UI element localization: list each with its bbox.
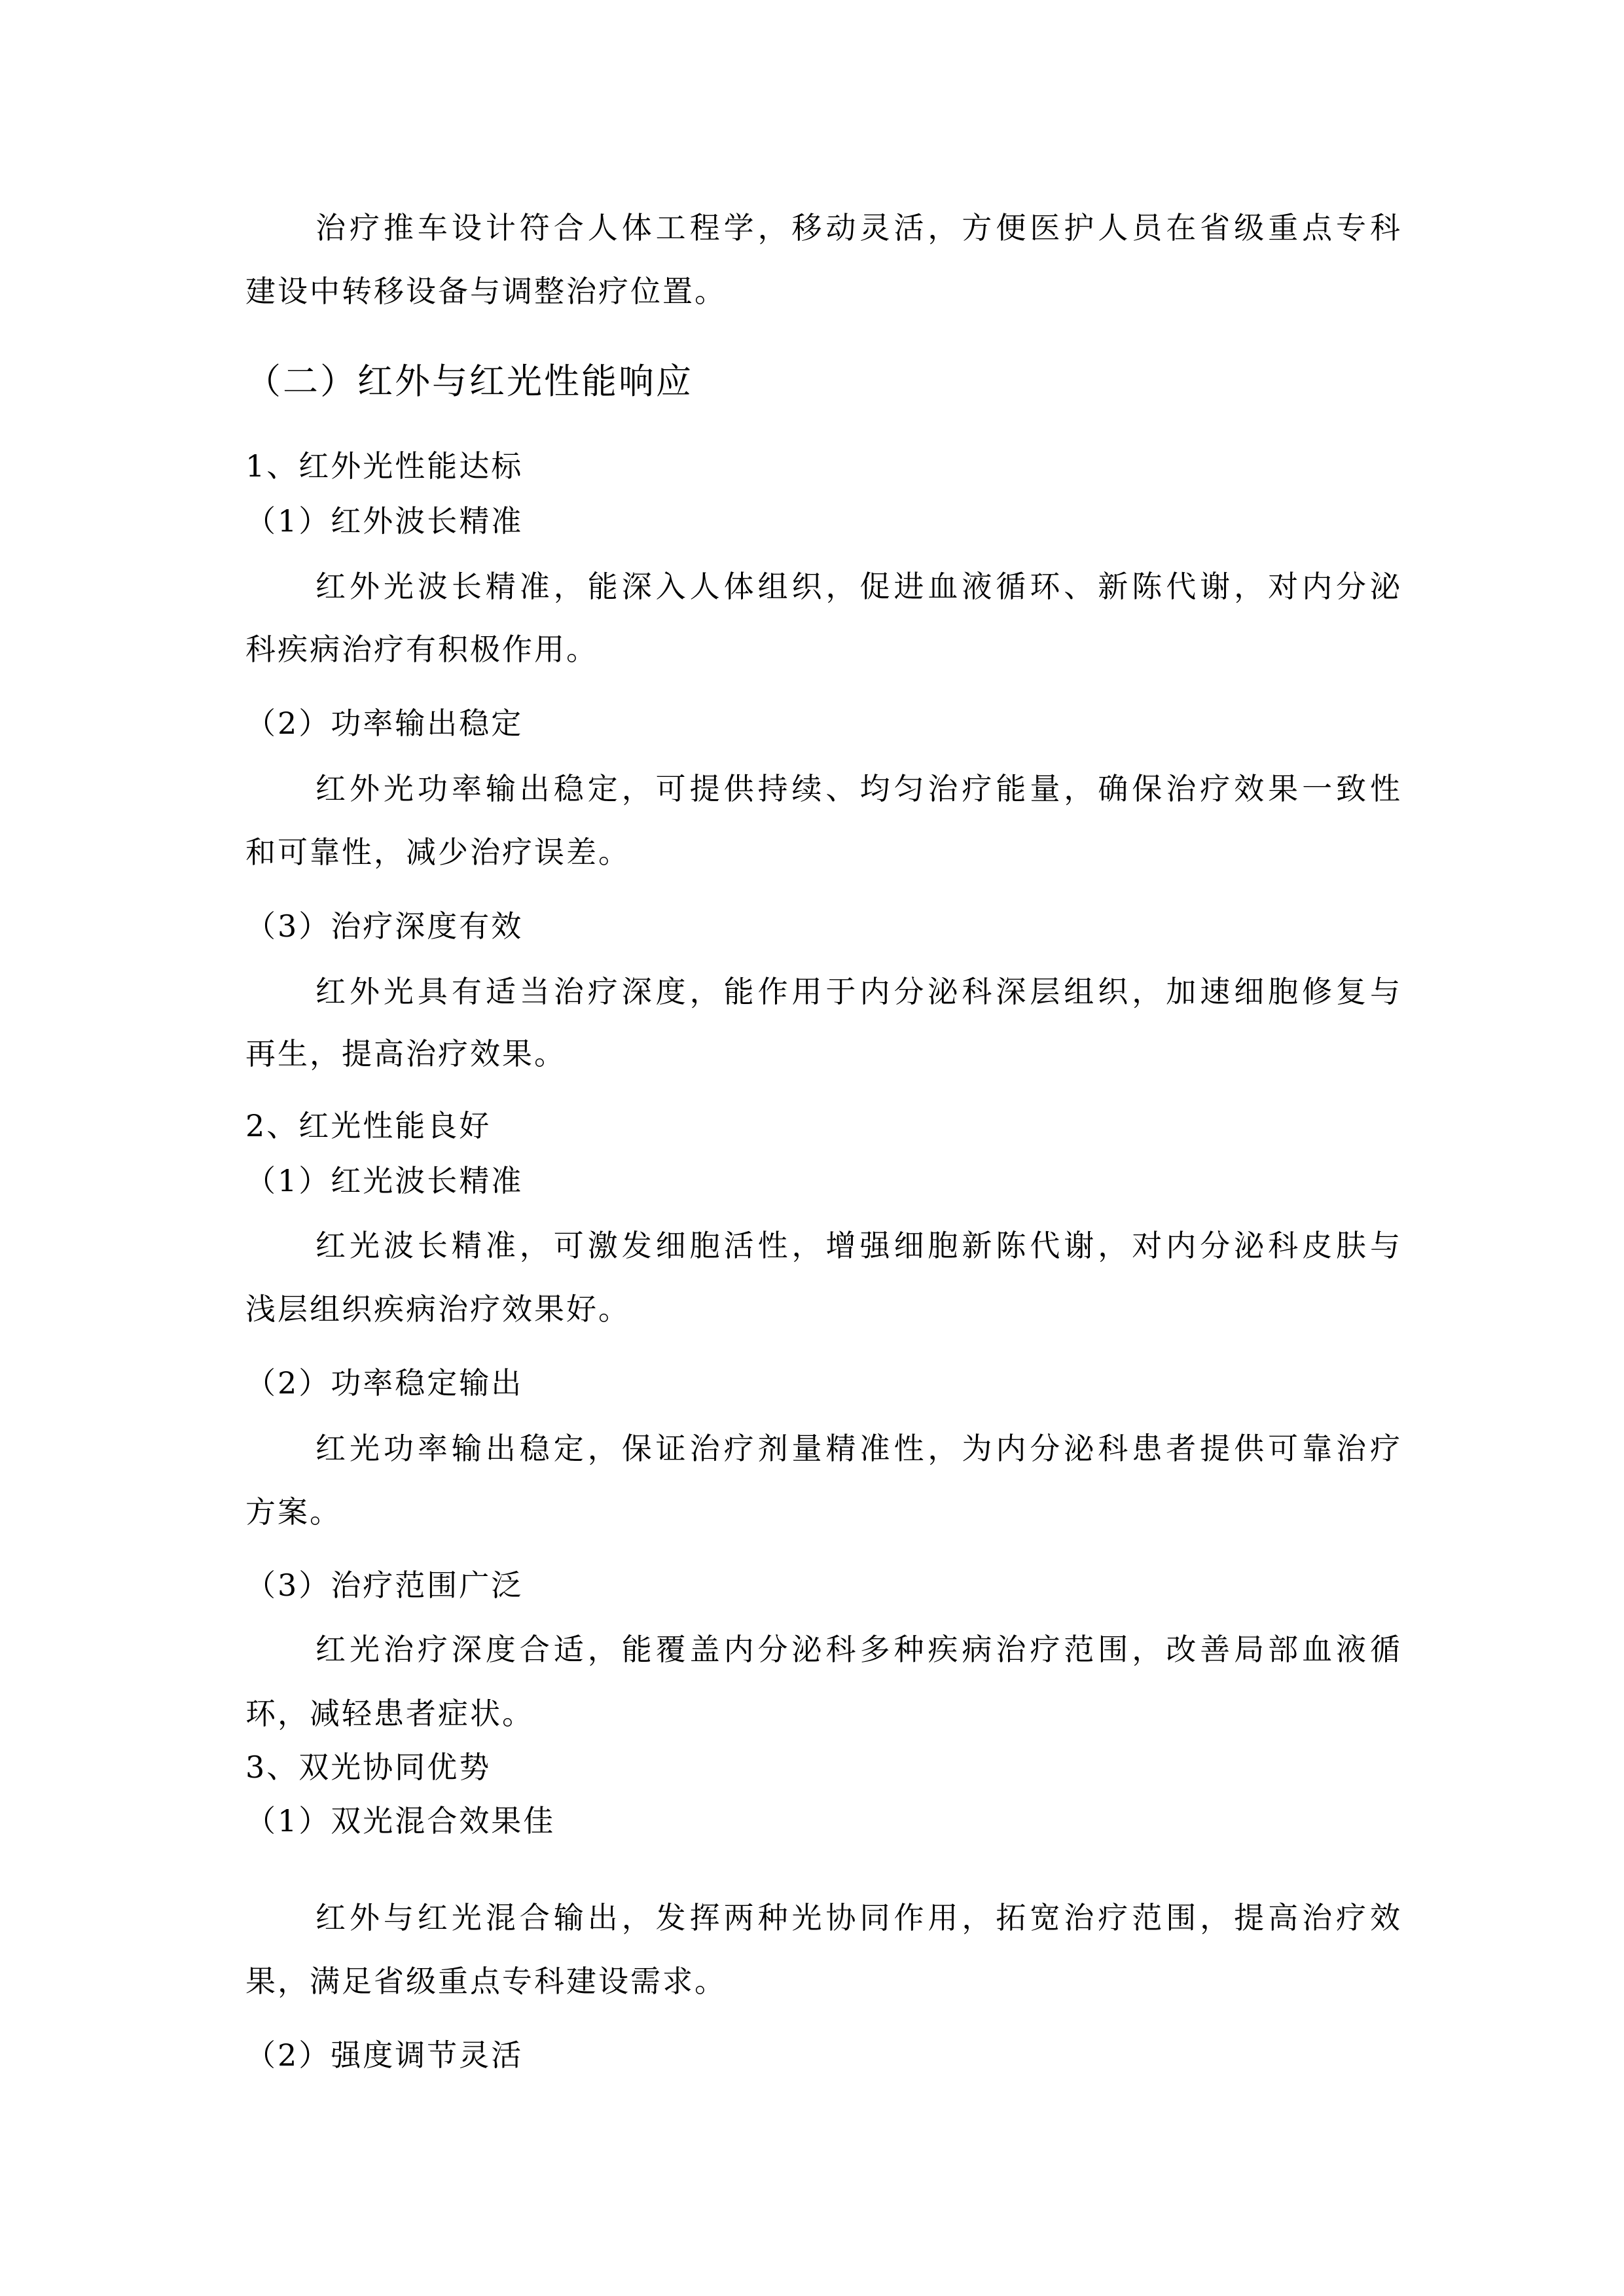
item-paragraph-1-3-line-1: 红外光具有适当治疗深度，能作用于内分泌科深层组织，加速细胞修复与 [316, 974, 1402, 1009]
item-paragraph-1-2-line-1: 红外光功率输出稳定，可提供持续、均匀治疗能量，确保治疗效果一致性 [316, 771, 1402, 806]
item-paragraph-2-3-line-2: 环，减轻患者症状。 [245, 1696, 534, 1731]
item-title-1-3: （3）治疗深度有效 [245, 908, 524, 944]
item-paragraph-1-3-line-2: 再生，提高治疗效果。 [245, 1036, 566, 1071]
subsection-heading-1: 1、红外光性能达标 [245, 448, 524, 484]
item-paragraph-3-1-line-1: 红外与红光混合输出，发挥两种光协同作用，拓宽治疗范围，提高治疗效 [316, 1900, 1402, 1935]
item-title-2-1: （1）红光波长精准 [245, 1163, 524, 1198]
item-title-2-2: （2）功率稳定输出 [245, 1365, 524, 1401]
item-paragraph-2-1-line-2: 浅层组织疾病治疗效果好。 [245, 1291, 630, 1327]
subsection-heading-3: 3、双光协同优势 [245, 1749, 492, 1785]
item-paragraph-1-1-line-1: 红外光波长精准，能深入人体组织，促进血液循环、新陈代谢，对内分泌 [316, 569, 1402, 604]
item-title-1-2: （2）功率输出稳定 [245, 706, 524, 741]
subsection-heading-2: 2、红光性能良好 [245, 1108, 492, 1143]
intro-paragraph-line-2: 建设中转移设备与调整治疗位置。 [245, 274, 727, 309]
item-title-1-1: （1）红外波长精准 [245, 503, 524, 539]
item-paragraph-1-2-line-2: 和可靠性，减少治疗误差。 [245, 834, 630, 870]
item-title-2-3: （3）治疗范围广泛 [245, 1568, 524, 1603]
item-title-3-1: （1）双光混合效果佳 [245, 1803, 556, 1839]
item-paragraph-2-3-line-1: 红光治疗深度合适，能覆盖内分泌科多种疾病治疗范围，改善局部血液循 [316, 1632, 1402, 1667]
item-paragraph-2-2-line-1: 红光功率输出稳定，保证治疗剂量精准性，为内分泌科患者提供可靠治疗 [316, 1431, 1402, 1466]
item-paragraph-2-1-line-1: 红光波长精准，可激发细胞活性，增强细胞新陈代谢，对内分泌科皮肤与 [316, 1228, 1402, 1263]
item-title-3-2: （2）强度调节灵活 [245, 2037, 524, 2073]
item-paragraph-2-2-line-2: 方案。 [245, 1494, 342, 1530]
intro-paragraph-line-1: 治疗推车设计符合人体工程学，移动灵活，方便医护人员在省级重点专科 [316, 210, 1402, 245]
item-paragraph-3-1-line-2: 果，满足省级重点专科建设需求。 [245, 1964, 727, 1999]
section-heading: （二）红外与红光性能响应 [245, 361, 693, 402]
item-paragraph-1-1-line-2: 科疾病治疗有积极作用。 [245, 632, 598, 667]
